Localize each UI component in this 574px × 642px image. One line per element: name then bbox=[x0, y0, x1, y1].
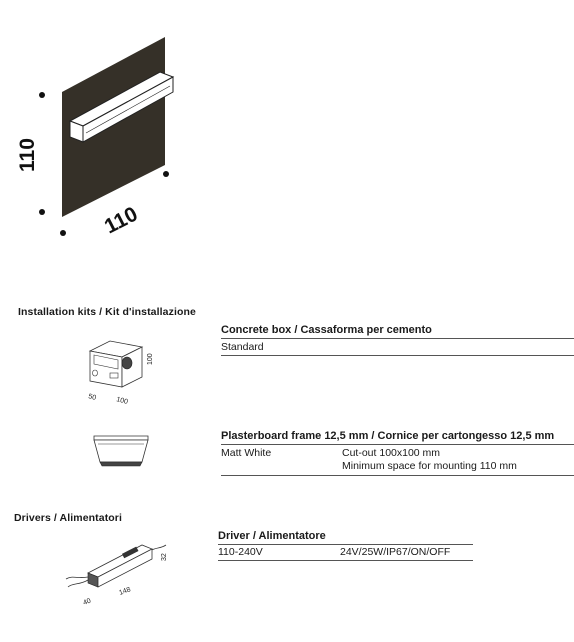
dim-height-label: 110 bbox=[16, 138, 39, 172]
driver-row-col1: 110-240V bbox=[218, 546, 263, 558]
divider bbox=[221, 355, 574, 356]
divider bbox=[221, 444, 574, 445]
dim-dot bbox=[60, 230, 66, 236]
divider bbox=[221, 475, 574, 476]
concrete-box-row-col1: Standard bbox=[221, 341, 264, 353]
concrete-box-title: Concrete box / Cassaforma per cemento bbox=[221, 324, 432, 336]
plasterboard-title: Plasterboard frame 12,5 mm / Cornice per cartongesso 12,5 mm bbox=[221, 430, 555, 442]
dim-width-label: 110 bbox=[100, 202, 142, 239]
driver-length-dim: 148 bbox=[118, 586, 132, 597]
divider bbox=[218, 560, 473, 561]
divider bbox=[218, 544, 473, 545]
plasterboard-row-col2-line2: Minimum space for mounting 110 mm bbox=[342, 460, 517, 472]
drivers-section-title: Drivers / Alimentatori bbox=[14, 512, 123, 524]
plasterboard-frame-figure bbox=[90, 428, 152, 472]
driver-height-dim: 32 bbox=[161, 553, 168, 561]
product-figure bbox=[0, 0, 260, 250]
installation-section-title: Installation kits / Kit d'installazione bbox=[18, 306, 196, 318]
dim-dot bbox=[39, 92, 45, 98]
box-depth-dim: 50 bbox=[87, 393, 97, 402]
driver-width-dim: 40 bbox=[82, 597, 93, 607]
dim-dot bbox=[163, 171, 169, 177]
concrete-box-figure bbox=[80, 335, 160, 407]
dim-dot bbox=[39, 209, 45, 215]
driver-row-col2: 24V/25W/IP67/ON/OFF bbox=[340, 546, 451, 558]
box-width-dim: 100 bbox=[115, 396, 129, 406]
divider bbox=[221, 338, 574, 339]
box-height-dim: 100 bbox=[147, 353, 154, 365]
plasterboard-row-col1: Matt White bbox=[221, 447, 272, 459]
plasterboard-row-col2-line1: Cut-out 100x100 mm bbox=[342, 447, 441, 459]
driver-figure bbox=[60, 535, 180, 607]
driver-title: Driver / Alimentatore bbox=[218, 530, 326, 542]
